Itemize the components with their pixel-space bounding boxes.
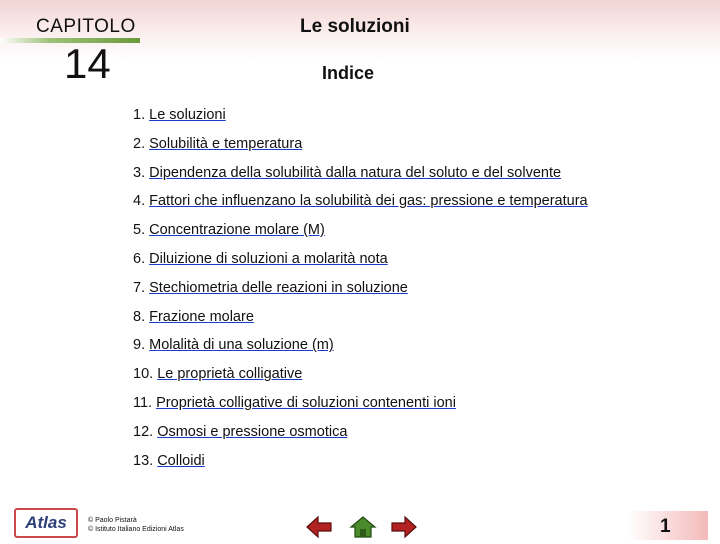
toc-item-number: 4. [133, 193, 146, 210]
toc-link[interactable]: Le proprietà colligative [157, 366, 303, 383]
toc-link[interactable]: Dipendenza della solubilità dalla natura del soluto e del solvente [149, 164, 562, 181]
credits [88, 516, 184, 534]
toc-link[interactable]: Diluizione di soluzioni a molarità nota [149, 250, 388, 267]
table-of-contents [133, 107, 588, 481]
toc-item-number: 13. [133, 452, 154, 469]
toc-item [133, 309, 588, 338]
toc-item-number: 11. [133, 394, 153, 411]
next-button[interactable] [390, 515, 418, 539]
toc-link[interactable]: Stechiometria delle reazioni in soluzione [149, 279, 408, 296]
toc-item-number: 12. [133, 423, 154, 440]
toc-link[interactable]: Frazione molare [149, 308, 254, 325]
arrow-right-icon [390, 515, 418, 539]
toc-link[interactable]: Solubilità e temperatura [149, 135, 303, 152]
home-button[interactable] [349, 515, 377, 539]
toc-item [133, 165, 588, 194]
toc-item-number: 3. [133, 164, 146, 181]
home-icon [349, 515, 377, 539]
toc-item [133, 453, 588, 482]
toc-item [133, 251, 588, 280]
toc-item [133, 280, 588, 309]
toc-item [133, 337, 588, 366]
chapter-label: CAPITOLO [36, 16, 136, 37]
page-title: Le soluzioni [300, 16, 410, 37]
toc-link[interactable]: Le soluzioni [149, 107, 226, 123]
toc-item [133, 395, 588, 424]
toc-item [133, 107, 588, 136]
credit-author: © Paolo Pistarà [88, 517, 137, 524]
chapter-number: 14 [64, 40, 111, 87]
toc-item-number: 9. [133, 337, 146, 354]
toc-item [133, 424, 588, 453]
toc-item-number: 10. [133, 366, 154, 383]
page-number: 1 [660, 516, 671, 537]
toc-item-number: 7. [133, 279, 146, 296]
toc-item [133, 193, 588, 222]
toc-item-number: 8. [133, 308, 146, 325]
previous-button[interactable] [305, 515, 333, 539]
toc-link[interactable]: Proprietà colligative di soluzioni contenenti ioni [156, 394, 456, 411]
toc-item-number: 2. [133, 135, 146, 152]
toc-link[interactable]: Concentrazione molare (M) [149, 222, 325, 239]
toc-item-number: 6. [133, 250, 146, 267]
toc-link[interactable]: Fattori che influenzano la solubilità dei gas: pressione e temperatura [149, 193, 588, 210]
credit-publisher: © Istituto Italiano Edizioni Atlas [88, 526, 184, 533]
toc-item [133, 222, 588, 251]
arrow-left-icon [305, 515, 333, 539]
atlas-logo [14, 508, 78, 538]
toc-link[interactable]: Molalità di una soluzione (m) [149, 337, 334, 354]
logo-text: Atlas [25, 513, 67, 532]
toc-item-number: 5. [133, 222, 146, 239]
toc-item [133, 366, 588, 395]
toc-link[interactable]: Osmosi e pressione osmotica [157, 423, 348, 440]
toc-link[interactable]: Colloidi [157, 452, 205, 469]
page-subtitle: Indice [322, 63, 375, 83]
toc-item [133, 136, 588, 165]
toc-item-number: 1. [133, 107, 146, 123]
